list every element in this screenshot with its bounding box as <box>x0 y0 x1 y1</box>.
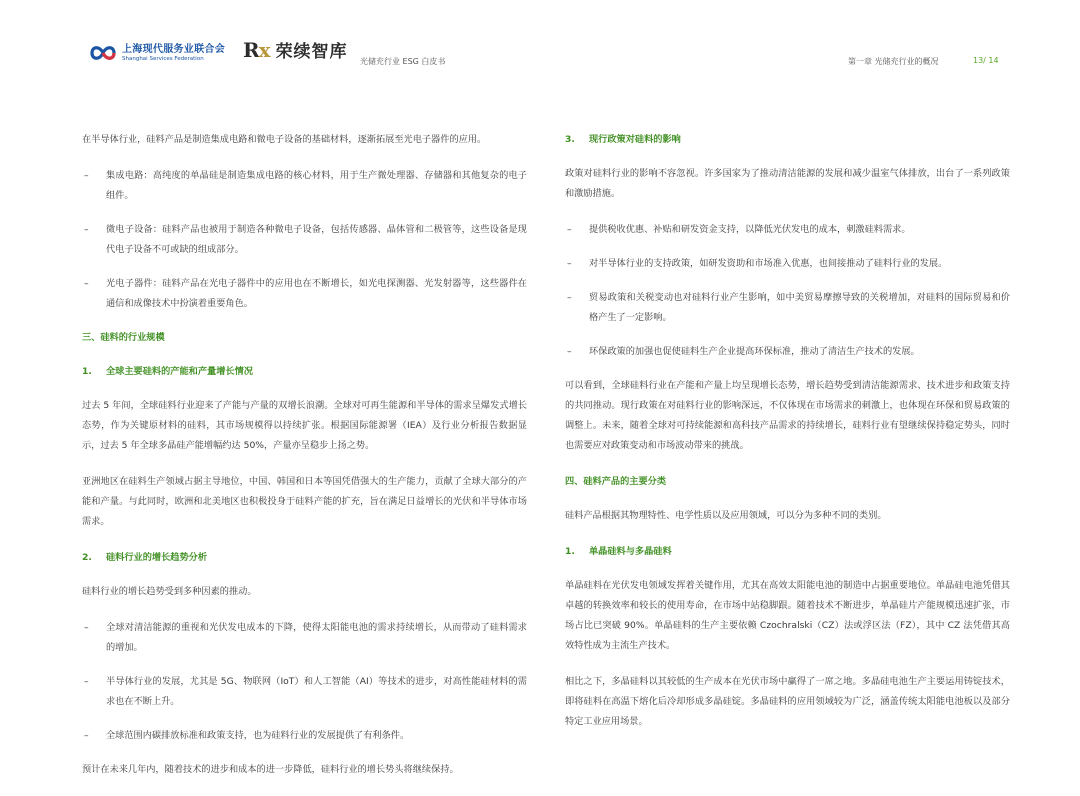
ssf-logo <box>88 42 225 64</box>
left-column <box>82 130 527 796</box>
subsection-heading <box>565 130 1010 150</box>
paragraph: 可以看到，全球硅料行业在产能和产量上均呈现增长态势，增长趋势受到清洁能源需求、技术进步和政策支持的共同推动。现行政策在对硅料行业的影响深远，不仅体现在市场需求的刺激上，也体现在环保和贸易政策的调整上。未来，随着全球对可持续能源和高科技产品需求的持续增长，硅料行业有望继续保持稳定势头，同时也需要应对政策变动和市场波动带来的挑战。 <box>565 380 1010 451</box>
subsection-number: 1. <box>82 366 92 377</box>
paragraph: 在半导体行业，硅料产品是制造集成电路和微电子设备的基础材料，逐渐拓展至光电子器件的应用。 <box>82 134 487 145</box>
section-heading: 三、硅料的行业规模 <box>82 332 165 343</box>
subsection-number: 3. <box>565 134 575 145</box>
brand-logo <box>243 37 348 62</box>
subsection-heading <box>82 548 527 568</box>
list-item <box>82 672 527 712</box>
subsection-title: 全球主要硅料的产能和产量增长情况 <box>106 366 253 377</box>
subsection-title: 单晶硅料与多晶硅料 <box>589 546 672 557</box>
page-header <box>0 0 1080 80</box>
bullet-dash: – <box>567 258 572 269</box>
list-item <box>565 254 1010 274</box>
paragraph: 过去 5 年间，全球硅料行业迎来了产能与产量的双增长浪潮。全球对可再生能源和半导体的需求呈爆发式增长态势，作为关键原材料的硅料，其市场规模得以持续扩张。根据国际能源署（IEA）及行业分析报告数据显示，过去 5 年全球多晶硅产能增幅约达 50%，产量亦呈稳步上扬之势。 <box>82 400 527 451</box>
brand-name: 荣续智库 <box>275 42 348 62</box>
paragraph: 硅料产品根据其物理特性、电学性质以及应用领域，可以分为多种不同的类别。 <box>565 510 887 521</box>
paragraph: 亚洲地区在硅料生产领域占据主导地位，中国、韩国和日本等国凭借强大的生产能力，贡献了全球大部分的产能和产量。与此同时，欧洲和北美地区也积极投身于硅料产能的扩充，旨在满足日益增长的光伏和半导体市场需求。 <box>82 476 527 527</box>
paragraph: 预计在未来几年内，随着技术的进步和成本的进一步降低，硅料行业的增长势头将继续保持。 <box>82 764 459 775</box>
org-name-cn: 上海现代服务业联合会 <box>122 43 225 55</box>
list-item-text: 半导体行业的发展，尤其是 5G、物联网（IoT）和人工智能（AI）等技术的进步，对高性能硅材料的需求也在不断上升。 <box>106 676 527 707</box>
paragraph: 单晶硅料在光伏发电领域发挥着关键作用，尤其在高效太阳能电池的制造中占据重要地位。单晶硅电池凭借其卓越的转换效率和较长的使用寿命，在市场中站稳脚跟。随着技术不断进步，单晶硅片产能规模迅速扩张，市场占比已突破 90%。单晶硅料的生产主要依赖 Czochralski（CZ）法或浮区法（FZ），其中 CZ 法凭借其高效特性成为主流生产技术。 <box>565 580 1010 651</box>
paragraph: 政策对硅料行业的影响不容忽视。许多国家为了推动清洁能源的发展和减少温室气体排放，出台了一系列政策和激励措施。 <box>565 168 1010 199</box>
bullet-dash: – <box>84 622 89 633</box>
bullet-dash: – <box>84 278 89 289</box>
list-item-text: 全球对清洁能源的重视和光伏发电成本的下降，使得太阳能电池的需求持续增长，从而带动了硅料需求的增加。 <box>106 622 527 653</box>
right-column <box>565 130 1010 748</box>
chapter-title: 第一章 光储充行业的概况 <box>848 57 939 66</box>
subsection-number: 1. <box>565 546 575 557</box>
section-heading: 四、硅料产品的主要分类 <box>565 476 667 487</box>
brand-mark: Rx <box>243 37 270 62</box>
bullet-dash: – <box>84 676 89 687</box>
bullet-dash: – <box>567 346 572 357</box>
list-item-text: 光电子器件：硅料产品在光电子器件中的应用也在不断增长，如光电探测器、光发射器等，这些器件在通信和成像技术中扮演着重要角色。 <box>106 278 527 309</box>
list-item-text: 提供税收优惠、补贴和研发资金支持，以降低光伏发电的成本，刺激硅料需求。 <box>589 224 911 235</box>
subsection-title: 现行政策对硅料的影响 <box>589 134 681 145</box>
list-item <box>565 288 1010 328</box>
list-item <box>82 274 527 314</box>
paragraph: 相比之下，多晶硅料以其较低的生产成本在光伏市场中赢得了一席之地。多晶硅电池生产主要运用铸锭技术，即将硅料在高温下熔化后冷却形成多晶硅锭。多晶硅料的应用领域较为广泛，涵盖传统太阳能电池板以及部分特定工业应用场景。 <box>565 676 1010 727</box>
list-item-text: 环保政策的加强也促使硅料生产企业提高环保标准，推动了清洁生产技术的发展。 <box>589 346 920 357</box>
bullet-dash: – <box>84 170 89 181</box>
list-item <box>82 726 527 746</box>
subsection-heading <box>82 362 527 382</box>
subsection-heading <box>565 542 1010 562</box>
list-item <box>82 618 527 658</box>
paragraph: 硅料行业的增长趋势受到多种因素的推动。 <box>82 586 257 597</box>
list-item <box>82 166 527 206</box>
bullet-dash: – <box>567 224 572 235</box>
org-name-en: Shanghai Services Federation <box>122 55 204 62</box>
list-item <box>82 220 527 260</box>
list-item <box>565 342 1010 362</box>
page-number: 13/ 14 <box>973 56 999 65</box>
bullet-dash: – <box>567 292 572 303</box>
list-item-text: 集成电路：高纯度的单晶硅是制造集成电路的核心材料，用于生产微处理器、存储器和其他复杂的电子组件。 <box>106 170 527 201</box>
subsection-number: 2. <box>82 552 92 563</box>
document-title: 光储充行业 ESG 白皮书 <box>360 57 446 66</box>
subsection-title: 硅料行业的增长趋势分析 <box>106 552 208 563</box>
ribbon-logo-icon <box>88 42 118 64</box>
list-item-text: 全球范围内碳排放标准和政策支持，也为硅料行业的发展提供了有利条件。 <box>106 730 410 741</box>
list-item-text: 贸易政策和关税变动也对硅料行业产生影响，如中美贸易摩擦导致的关税增加，对硅料的国际贸易和价格产生了一定影响。 <box>589 292 1010 323</box>
bullet-dash: – <box>84 730 89 741</box>
bullet-dash: – <box>84 224 89 235</box>
list-item-text: 对半导体行业的支持政策，如研发资助和市场准入优惠，也间接推动了硅料行业的发展。 <box>589 258 948 269</box>
list-item-text: 微电子设备：硅料产品也被用于制造各种微电子设备，包括传感器、晶体管和二极管等，这些设备是现代电子设备不可或缺的组成部分。 <box>106 224 527 255</box>
list-item <box>565 220 1010 240</box>
